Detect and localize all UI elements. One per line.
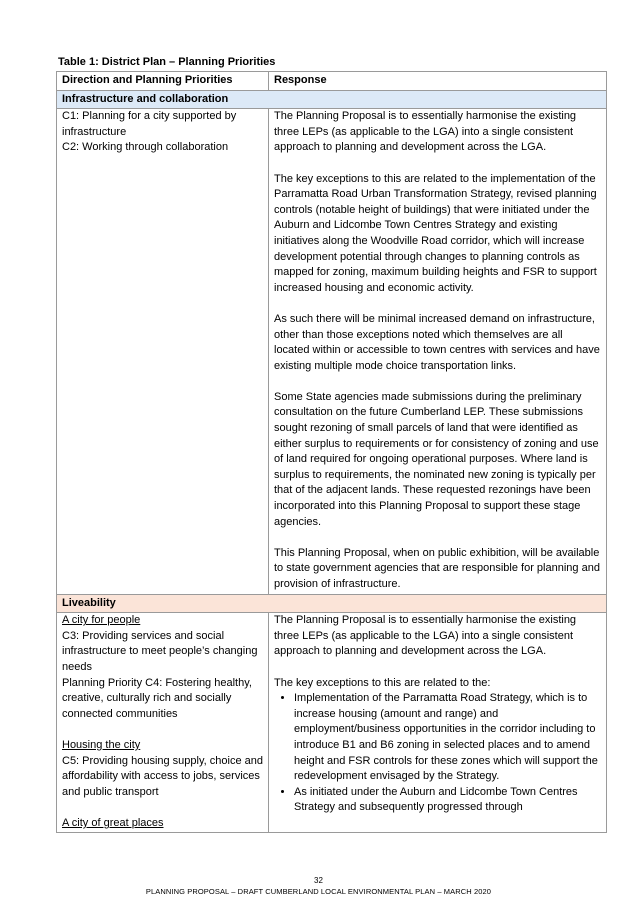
group-heading: A city of great places xyxy=(62,816,164,829)
table-caption: Table 1: District Plan – Planning Priorities xyxy=(58,56,276,68)
list-item: • As initiated under the Auburn and Lidcombe Town Centres Strategy and subsequently progressed through xyxy=(294,785,601,816)
bullet-list xyxy=(274,691,601,816)
response-cell xyxy=(269,109,607,594)
column-header-direction: Direction and Planning Priorities xyxy=(57,72,269,91)
response-paragraph: The key exceptions to this are related to the: xyxy=(274,676,491,689)
priority-item: C3: Providing services and social infrastructure to meet people’s changing needs xyxy=(62,629,258,673)
list-item: • Implementation of the Parramatta Road Strategy, which is to increase housing (amount and range) and employment/business opportunities in the corridor including to introduce B1 and B6 zoning in selected places and to amend height and FSR controls for these zones which will support the redevelopment envisaged by the Strategy. xyxy=(294,691,601,785)
response-paragraph: This Planning Proposal, when on public exhibition, will be available to state government agencies that are responsible for planning and provision of infrastructure. xyxy=(274,546,600,590)
response-paragraph: The key exceptions to this are related to the implementation of the Parramatta Road Urban Transformation Strategy, revised planning controls (notable height of buildings) that were initiated under the Auburn and Lidcombe Town Centres Strategy and existing initiatives along the Woodville Road corridor, which will increase development potential through changes to planning controls as mapped for zoning, maximum building heights and FSR to support increased housing and economic activity. xyxy=(274,172,597,294)
table-row xyxy=(57,109,607,594)
response-cell xyxy=(269,613,607,832)
group-heading: Housing the city xyxy=(62,738,141,751)
page-number: 32 xyxy=(313,876,324,885)
priority-item: Planning Priority C4: Fostering healthy, creative, culturally rich and socially connected communities xyxy=(62,676,252,720)
column-header-response: Response xyxy=(269,72,607,91)
priority-item: C1: Planning for a city supported by infrastructure xyxy=(62,110,237,138)
priority-item: C2: Working through collaboration xyxy=(62,141,229,154)
section-row-infrastructure xyxy=(57,90,607,109)
section-title: Liveability xyxy=(57,594,607,613)
footer-title: PLANNING PROPOSAL – DRAFT CUMBERLAND LOCAL ENVIRONMENTAL PLAN – MARCH 2020 xyxy=(145,887,492,896)
response-paragraph: Some State agencies made submissions during the preliminary consultation on the future Cumberland LEP. These submissions sought rezoning of small parcels of land that were identified as either surplus to requirements or for consistency of zoning and use of land required for ongoing operational purposes. Where land is surplus to requirements, the nominated new zoning is typically per that of the adjacent lands. These requested rezonings have been incorporated into this Planning Proposal to support these stage agencies. xyxy=(274,390,599,528)
group-heading: A city for people xyxy=(62,614,141,627)
response-paragraph: As such there will be minimal increased demand on infrastructure, other than those exceptions noted which themselves are all located within or accessible to town centres with services and have existing multiple mode choice transportation links. xyxy=(274,312,600,372)
section-title: Infrastructure and collaboration xyxy=(57,90,607,109)
planning-priorities-table xyxy=(56,71,607,833)
direction-cell xyxy=(57,109,269,594)
response-paragraph: The Planning Proposal is to essentially harmonise the existing three LEPs (as applicable to the LGA) into a single consistent approach to planning and development across the LGA. xyxy=(274,614,577,658)
direction-cell xyxy=(57,613,269,832)
table-header-row xyxy=(57,72,607,91)
response-paragraph: The Planning Proposal is to essentially harmonise the existing three LEPs (as applicable to the LGA) into a single consistent approach to planning and development across the LGA. xyxy=(274,110,577,154)
table-row xyxy=(57,613,607,832)
section-row-liveability xyxy=(57,594,607,613)
priority-item: C5: Providing housing supply, choice and affordability with access to jobs, services and public transport xyxy=(62,754,263,798)
